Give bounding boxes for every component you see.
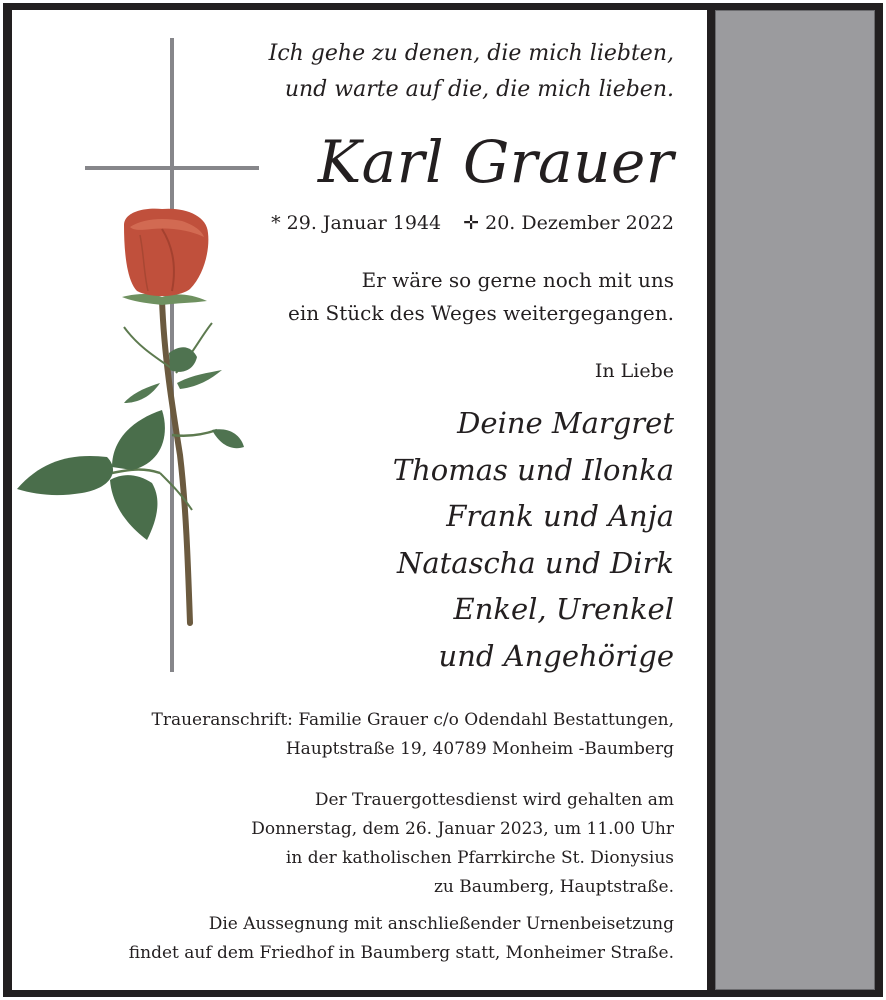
family-member: Enkel, Urenkel (453, 592, 674, 626)
family-member: Frank und Anja (446, 499, 674, 533)
gray-side-panel (715, 10, 875, 990)
quote-line: ein Stück des Weges weitergegangen. (288, 301, 674, 325)
family-member: Thomas und Ilonka (392, 452, 674, 487)
service-line: Der Trauergottesdienst wird gehalten am (314, 790, 674, 810)
burial-info (129, 910, 674, 968)
family-list (393, 400, 674, 679)
birth-date: * 29. Januar 1944 (271, 212, 442, 234)
quote-line: Er wäre so gerne noch mit uns (361, 268, 674, 292)
funeral-service-info (251, 786, 674, 902)
service-line: in der katholischen Pfarrkirche St. Dionysius (285, 848, 674, 868)
farewell-quote (288, 264, 674, 330)
mourning-address (151, 706, 674, 764)
motto (269, 36, 674, 108)
family-member: und Angehörige (438, 638, 674, 673)
rose-image (12, 205, 252, 630)
family-member: Deine Margret (457, 406, 674, 440)
motto-line: Ich gehe zu denen, die mich liebten, (268, 41, 674, 66)
cross-icon-horizontal (85, 166, 259, 170)
service-line: zu Baumberg, Hauptstraße. (433, 877, 674, 897)
in-love-label: In Liebe (594, 360, 674, 382)
family-member: Natascha und Dirk (396, 545, 674, 580)
death-date: ✛ 20. Dezember 2022 (463, 212, 674, 234)
burial-line: Die Aussegnung mit anschließender Urnenbeisetzung (208, 914, 674, 934)
service-line: Donnerstag, dem 26. Januar 2023, um 11.00 Uhr (251, 819, 674, 839)
burial-line: findet auf dem Friedhof in Baumberg statt, Monheimer Straße. (128, 943, 674, 963)
address-line: Hauptstraße 19, 40789 Monheim -Baumberg (285, 739, 674, 759)
deceased-name: Karl Grauer (317, 128, 674, 196)
life-dates (271, 208, 674, 238)
motto-line: und warte auf die, die mich lieben. (284, 77, 674, 102)
address-line: Traueranschrift: Familie Grauer c/o Odendahl Bestattungen, (151, 710, 674, 730)
